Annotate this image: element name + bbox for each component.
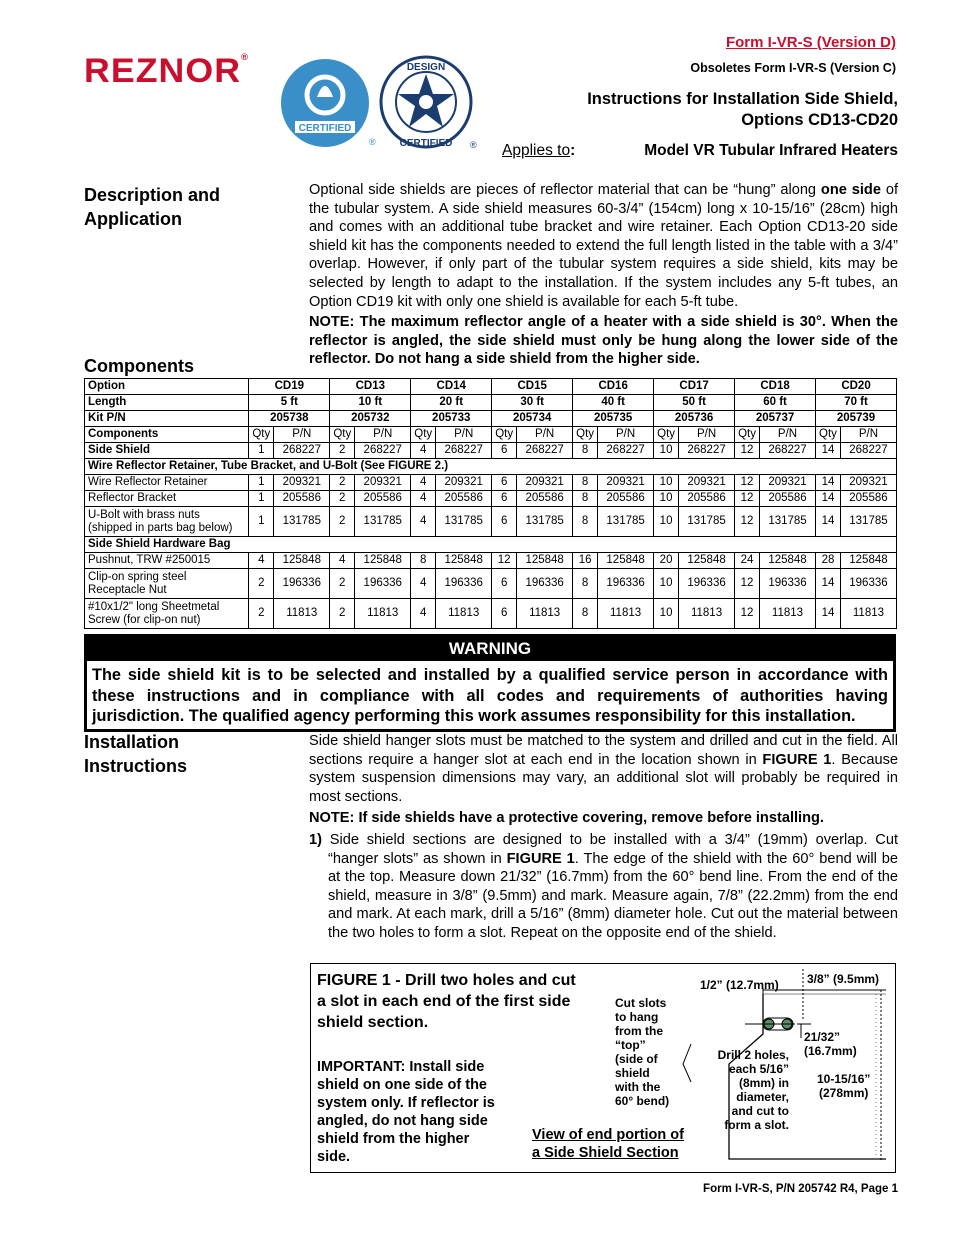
table-cell: 205737: [735, 411, 816, 427]
table-cell: 205586: [436, 491, 492, 507]
table-cell: 196336: [274, 569, 330, 599]
table-row: [85, 569, 897, 599]
table-cell: 268227: [840, 443, 896, 459]
table-cell: 12: [735, 491, 760, 507]
obsoletes-note: Obsoletes Form I-VR-S (Version C): [690, 61, 896, 75]
table-cell: 209321: [840, 475, 896, 491]
table-cell: 8: [573, 599, 598, 629]
table-cell: Wire Reflector Retainer, Tube Bracket, and U-Bolt (See FIGURE 2.): [85, 459, 897, 475]
table-cell: 131785: [517, 507, 573, 537]
installation-paragraph: Side shield hanger slots must be matched to the system and drilled and cut in the field. All sections require a hanger slot at each end in the location shown in FIGURE 1. Because system suspension dimensions may vary, an additional slot will probably be required in most sections.: [309, 733, 898, 805]
table-row: [85, 411, 897, 427]
table-cell: 1: [249, 475, 274, 491]
table-row: [85, 443, 897, 459]
table-cell: 205586: [355, 491, 411, 507]
table-cell: 8: [573, 443, 598, 459]
table-cell: 196336: [436, 569, 492, 599]
table-cell: 205586: [517, 491, 573, 507]
table-cell: 125848: [679, 553, 735, 569]
table-cell: 11813: [759, 599, 815, 629]
table-cell: 125848: [598, 553, 654, 569]
table-cell: 125848: [436, 553, 492, 569]
table-cell: 268227: [274, 443, 330, 459]
table-cell: 14: [816, 507, 841, 537]
table-cell: 8: [573, 569, 598, 599]
table-cell: 205739: [816, 411, 897, 427]
table-row: [85, 379, 897, 395]
table-cell: 70 ft: [816, 395, 897, 411]
table-cell: 205738: [249, 411, 330, 427]
table-cell: Qty: [654, 427, 679, 443]
certified-logo-text: CERTIFIED: [298, 123, 352, 134]
table-cell: 4: [411, 569, 436, 599]
table-cell: 131785: [759, 507, 815, 537]
certified-mark: ®: [369, 137, 376, 147]
table-cell: 24: [735, 553, 760, 569]
table-cell: 1: [249, 491, 274, 507]
certified-text: CERTIFIED: [399, 138, 453, 149]
view-caption: View of end portion of a Side Shield Section: [532, 1127, 684, 1161]
table-cell: 4: [411, 475, 436, 491]
table-cell: P/N: [679, 427, 735, 443]
table-cell: 11813: [274, 599, 330, 629]
table-cell: 205586: [840, 491, 896, 507]
table-cell: CD17: [654, 379, 735, 395]
table-cell: Qty: [735, 427, 760, 443]
table-cell: 12: [735, 475, 760, 491]
table-cell: 12: [735, 443, 760, 459]
table-cell: 4: [411, 599, 436, 629]
model-name: Model VR Tubular Infrared Heaters: [644, 142, 898, 159]
table-cell: 125848: [759, 553, 815, 569]
installation-heading: Installation Instructions: [84, 732, 188, 776]
table-cell: 268227: [598, 443, 654, 459]
table-cell: Side Shield: [85, 443, 249, 459]
table-cell: 2: [330, 507, 355, 537]
table-cell: CD16: [573, 379, 654, 395]
figure-1: [310, 963, 896, 1173]
table-cell: 2: [330, 475, 355, 491]
dim-height: 10-15/16” (278mm): [817, 1072, 871, 1100]
drill-holes-label: Drill 2 holes, each 5/16” (8mm) in diameter, and cut to form a slot.: [717, 1048, 789, 1132]
table-cell: U-Bolt with brass nuts (shipped in parts bag below): [85, 507, 249, 537]
table-cell: 10: [654, 443, 679, 459]
table-cell: 131785: [598, 507, 654, 537]
table-cell: P/N: [840, 427, 896, 443]
table-cell: 209321: [355, 475, 411, 491]
table-cell: 205586: [679, 491, 735, 507]
design-text: DESIGN: [406, 62, 446, 73]
table-cell: 6: [492, 569, 517, 599]
table-cell: CD20: [816, 379, 897, 395]
table-cell: 2: [249, 599, 274, 629]
table-cell: Qty: [492, 427, 517, 443]
table-cell: 2: [330, 599, 355, 629]
table-cell: 14: [816, 569, 841, 599]
table-cell: 125848: [517, 553, 573, 569]
table-cell: CD14: [411, 379, 492, 395]
table-cell: 209321: [598, 475, 654, 491]
table-cell: Clip-on spring steel Receptacle Nut: [85, 569, 249, 599]
table-cell: 12: [735, 599, 760, 629]
table-cell: Reflector Bracket: [85, 491, 249, 507]
dim-half-inch: 1/2” (12.7mm): [700, 978, 779, 992]
description-heading: Description and Application: [84, 185, 221, 229]
table-cell: 196336: [759, 569, 815, 599]
table-cell: 10: [654, 491, 679, 507]
table-cell: 60 ft: [735, 395, 816, 411]
table-cell: 8: [573, 491, 598, 507]
description-text: Optional side shields are pieces of reflector material that can be “hung” along one side of the tubular system. A side shield measures 60-3/4” (154cm) long x 10-15/16” (28cm) high and comes with an additional tube bracket and wire retainer. Each Option CD13-20 side shield kit has the components needed to extend the full length listed in the table with a 3/4” overlap. However, if only part of the tubular system requires a side shield, kits may be selected by length to adapt to the installation. If the system includes any 5-ft tubes, an Option CD19 kit with only one shield is available for each 5-ft tube. NOTE: The maximum reflector angle of a heater with a side shield is 30°. When the reflector is angled, the side shield must only be hung along the lower side of the reflector. Do not hang a side shield from the higher side.: [309, 182, 898, 368]
figure-important: IMPORTANT: Install side shield on one side of the system only. If reflector is angled, do not hang side shield from the higher side.: [317, 1059, 495, 1165]
table-cell: 125848: [840, 553, 896, 569]
table-cell: 131785: [436, 507, 492, 537]
table-cell: 131785: [679, 507, 735, 537]
table-cell: 50 ft: [654, 395, 735, 411]
description-note: NOTE: The maximum reflector angle of a heater with a side shield is 30°. When the reflector is angled, the side shield must only be hung along the lower side of the reflector. Do not hang a side shield from the higher side.: [309, 314, 898, 368]
table-cell: 6: [492, 475, 517, 491]
table-row: [85, 475, 897, 491]
table-cell: 28: [816, 553, 841, 569]
table-cell: 2: [330, 443, 355, 459]
table-cell: 125848: [355, 553, 411, 569]
table-cell: 20 ft: [411, 395, 492, 411]
table-cell: 131785: [274, 507, 330, 537]
table-cell: P/N: [517, 427, 573, 443]
table-cell: 2: [330, 491, 355, 507]
table-cell: P/N: [598, 427, 654, 443]
table-cell: 30 ft: [492, 395, 573, 411]
applies-to-label: Applies to:: [502, 142, 576, 159]
table-row: [85, 553, 897, 569]
table-cell: 205733: [411, 411, 492, 427]
table-cell: 125848: [274, 553, 330, 569]
table-cell: 40 ft: [573, 395, 654, 411]
table-cell: 196336: [840, 569, 896, 599]
table-cell: 14: [816, 599, 841, 629]
table-cell: 11813: [840, 599, 896, 629]
table-cell: 6: [492, 491, 517, 507]
installation-step-1: 1) Side shield sections are designed to be installed with a 3/4” (19mm) overlap. Cut “hanger slots” as shown in FIGURE 1. The edge of the shield with the 60° bend will be at the top. Measure down 21/32” (16.7mm) from the 60° bend line. From the end of the shield, measure in 3/8” (9.5mm) and mark. Measure again, 7/8” (22.2mm) from the end and mark. At each mark, drill a 5/16” (8mm) diameter hole. Cut out the material between the two holes to form a slot. Repeat on the opposite end of the shield.: [309, 831, 898, 941]
table-cell: 6: [492, 443, 517, 459]
table-cell: 4: [411, 491, 436, 507]
table-cell: 6: [492, 507, 517, 537]
design-certified-mark: ®: [470, 140, 477, 150]
certified-logo: [277, 55, 377, 151]
table-cell: 209321: [759, 475, 815, 491]
table-cell: CD13: [330, 379, 411, 395]
cut-slots-label: Cut slots to hang from the “top” (side of shield with the 60° bend): [615, 996, 670, 1108]
table-cell: Qty: [330, 427, 355, 443]
figure-title: FIGURE 1 - Drill two holes and cut a slot in each end of the first side shield section.: [317, 972, 576, 1031]
table-cell: 20: [654, 553, 679, 569]
table-cell: 4: [249, 553, 274, 569]
table-cell: 1: [249, 507, 274, 537]
table-cell: 11813: [436, 599, 492, 629]
table-cell: 11813: [679, 599, 735, 629]
table-cell: 10: [654, 507, 679, 537]
table-cell: 4: [411, 507, 436, 537]
table-cell: P/N: [274, 427, 330, 443]
table-cell: CD15: [492, 379, 573, 395]
table-cell: #10x1/2" long Sheetmetal Screw (for clip-on nut): [85, 599, 249, 629]
table-cell: Option: [85, 379, 249, 395]
table-cell: Components: [85, 427, 249, 443]
warning-box: [84, 634, 896, 732]
table-cell: 10: [654, 475, 679, 491]
table-cell: 2: [249, 569, 274, 599]
table-cell: 196336: [679, 569, 735, 599]
table-row: [85, 599, 897, 629]
table-cell: 14: [816, 491, 841, 507]
dim-21-32: 21/32” (16.7mm): [804, 1030, 857, 1058]
table-cell: 205732: [330, 411, 411, 427]
document-title: Instructions for Installation Side Shield, Options CD13-CD20: [587, 90, 898, 129]
table-cell: 1: [249, 443, 274, 459]
table-cell: 12: [735, 569, 760, 599]
warning-text: The side shield kit is to be selected and installed by a qualified service person in accordance with these instructions and in compliance with all codes and requirements of authorities having jurisdiction. The qualified agency performing this work assumes responsibility for this installation.: [92, 666, 888, 725]
table-cell: 268227: [679, 443, 735, 459]
components-heading: Components: [84, 356, 194, 376]
table-row: [85, 395, 897, 411]
table-cell: Length: [85, 395, 249, 411]
table-cell: 12: [735, 507, 760, 537]
table-cell: 209321: [436, 475, 492, 491]
table-cell: 131785: [355, 507, 411, 537]
components-table: [84, 378, 897, 629]
table-cell: 10: [654, 569, 679, 599]
design-certified-logo: [378, 54, 478, 154]
table-cell: CD18: [735, 379, 816, 395]
table-cell: 196336: [598, 569, 654, 599]
table-cell: 205736: [654, 411, 735, 427]
table-cell: 6: [492, 599, 517, 629]
table-cell: 196336: [355, 569, 411, 599]
dim-three-eighths: 3/8” (9.5mm): [807, 972, 880, 986]
table-cell: 8: [573, 475, 598, 491]
table-cell: 209321: [274, 475, 330, 491]
table-row: [85, 459, 897, 475]
table-cell: 268227: [355, 443, 411, 459]
table-cell: 205586: [274, 491, 330, 507]
table-cell: 205734: [492, 411, 573, 427]
table-cell: Wire Reflector Retainer: [85, 475, 249, 491]
table-cell: 10: [654, 599, 679, 629]
table-cell: 196336: [517, 569, 573, 599]
table-cell: 5 ft: [249, 395, 330, 411]
table-cell: 8: [411, 553, 436, 569]
warning-heading: WARNING: [87, 637, 893, 661]
table-cell: 2: [330, 569, 355, 599]
table-cell: 14: [816, 443, 841, 459]
table-cell: 131785: [840, 507, 896, 537]
table-cell: 268227: [517, 443, 573, 459]
table-cell: 205735: [573, 411, 654, 427]
form-title: Form I-VR-S (Version D): [725, 34, 896, 51]
table-cell: P/N: [759, 427, 815, 443]
table-cell: 11813: [517, 599, 573, 629]
table-cell: 209321: [679, 475, 735, 491]
table-cell: P/N: [436, 427, 492, 443]
table-cell: 4: [411, 443, 436, 459]
table-cell: 16: [573, 553, 598, 569]
table-cell: Qty: [573, 427, 598, 443]
table-row: [85, 491, 897, 507]
table-cell: 268227: [436, 443, 492, 459]
table-cell: 8: [573, 507, 598, 537]
table-cell: 12: [492, 553, 517, 569]
table-cell: Kit P/N: [85, 411, 249, 427]
table-cell: Qty: [411, 427, 436, 443]
page-footer: Form I-VR-S, P/N 205742 R4, Page 1: [703, 1183, 898, 1195]
table-cell: Pushnut, TRW #250015: [85, 553, 249, 569]
reznor-logo: REZNOR®: [84, 52, 250, 90]
table-cell: Qty: [816, 427, 841, 443]
installation-note: NOTE: If side shields have a protective covering, remove before installing.: [309, 810, 824, 827]
table-row: [85, 427, 897, 443]
table-cell: 11813: [598, 599, 654, 629]
table-cell: Qty: [249, 427, 274, 443]
table-cell: Side Shield Hardware Bag: [85, 537, 897, 553]
table-row: [85, 537, 897, 553]
installation-text: [309, 732, 898, 943]
table-cell: P/N: [355, 427, 411, 443]
table-cell: 268227: [759, 443, 815, 459]
table-row: [85, 507, 897, 537]
table-cell: 4: [330, 553, 355, 569]
table-cell: CD19: [249, 379, 330, 395]
table-cell: 10 ft: [330, 395, 411, 411]
table-cell: 205586: [759, 491, 815, 507]
table-cell: 205586: [598, 491, 654, 507]
table-cell: 209321: [517, 475, 573, 491]
table-cell: 11813: [355, 599, 411, 629]
table-cell: 14: [816, 475, 841, 491]
